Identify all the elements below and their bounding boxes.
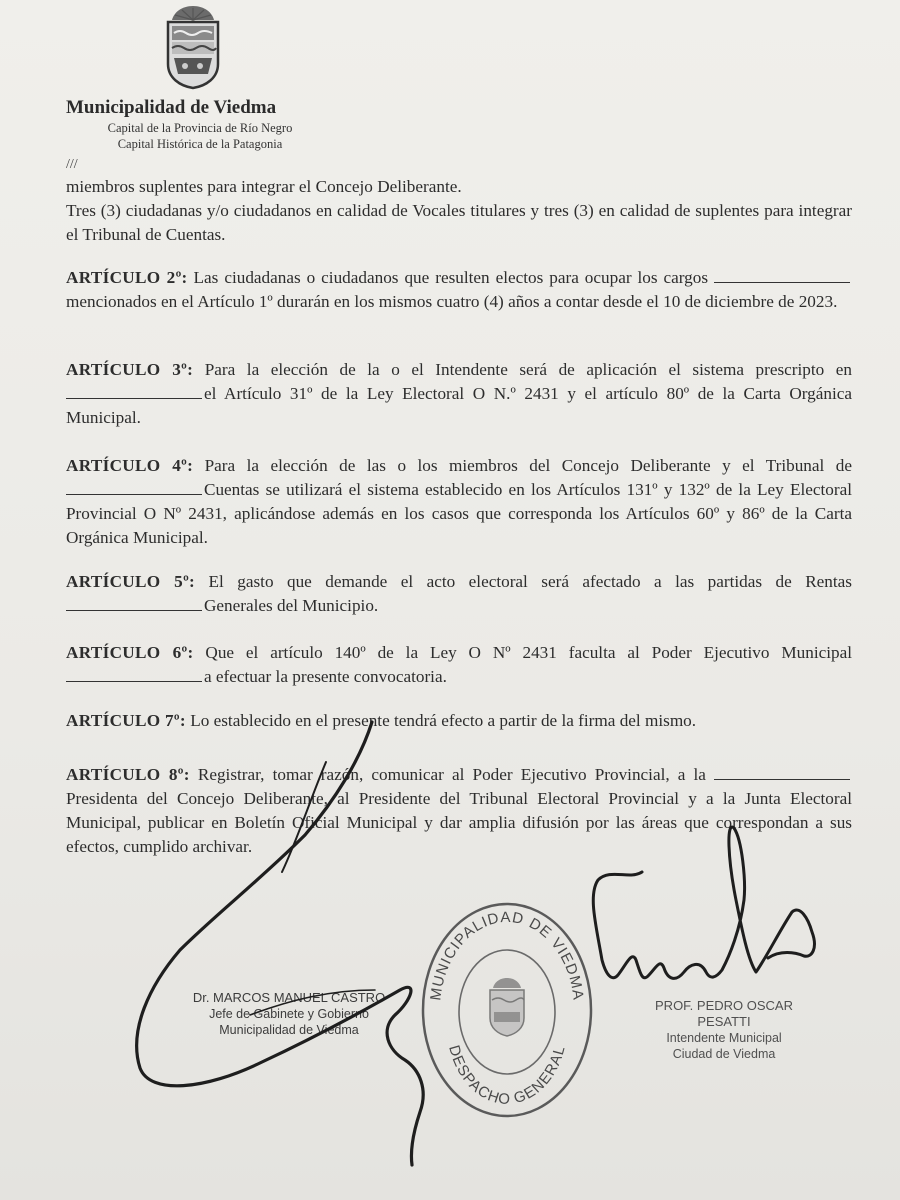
article-3: [66, 358, 852, 430]
continuation-mark: ///: [66, 157, 78, 172]
organization-subtitle-2: Capital Histórica de la Patagonia: [117, 137, 283, 151]
signatory-role: Intendente Municipal: [666, 1031, 782, 1045]
article-text: Para la elección de la o el Intendente será de aplicación el sistema prescripto en: [204, 360, 853, 379]
official-seal-stamp: [418, 900, 596, 1120]
article-7: [66, 709, 852, 733]
blank-line: [66, 667, 202, 682]
signatory-entity: Municipalidad de Viedma: [219, 1023, 359, 1037]
article-label: ARTÍCULO 3º:: [66, 360, 194, 379]
article-8: [66, 763, 852, 859]
article-text-cont: Generales del Municipio.: [204, 596, 379, 615]
intro-paragraph: Tres (3) ciudadanas y/o ciudadanos en calidad de Vocales titulares y tres (3) en calidad de suplentes para integrar el Tribunal de Cuentas.: [66, 201, 852, 244]
article-6: [66, 641, 852, 689]
article-text-cont: el Artículo 31º de la Ley Electoral O N.º 2431 y el artículo 80º de la Carta Orgánica Municipal.: [66, 384, 852, 427]
article-5: [66, 570, 852, 618]
svg-text:DESPACHO GENERAL: DESPACHO GENERAL: [445, 1043, 569, 1109]
signatory-name: PROF. PEDRO OSCAR PESATTI: [655, 998, 793, 1029]
article-text: El gasto que demande el acto electoral será afectado a las partidas de Rentas: [208, 572, 852, 591]
article-text-cont: a efectuar la presente convocatoria.: [204, 667, 447, 686]
blank-line: [66, 596, 202, 611]
intro-line: miembros suplentes para integrar el Concejo Deliberante.: [66, 177, 462, 196]
signatory-name: Dr. MARCOS MANUEL CASTRO: [192, 990, 386, 1005]
blank-line: [66, 480, 202, 495]
article-text-cont: Cuentas se utilizará el sistema establecido en los Artículos 131º y 132º de la Ley Electoral Provincial O Nº 2431, aplicándose además en los casos que corresponda los Artículos 60º y 86º de la Carta Orgánica Municipal.: [66, 480, 852, 547]
article-label: ARTÍCULO 7º:: [66, 711, 186, 730]
signature-block-right: [634, 998, 814, 1062]
article-label: ARTÍCULO 5º:: [66, 572, 196, 591]
article-label: ARTÍCULO 6º:: [66, 643, 194, 662]
article-label: ARTÍCULO 4º:: [66, 456, 194, 475]
article-text: Para la elección de las o los miembros del Concejo Deliberante y el Tribunal de: [204, 456, 852, 475]
article-text-cont: Presidenta del Concejo Deliberante, al Presidente del Tribunal Electoral Provincial y a la Junta Electoral Municipal, publicar en Boletín Oficial Municipal y dar amplia difusión por las áreas que correspondan a sus efectos, cumplido archivar.: [66, 789, 852, 856]
article-text: Las ciudadanas o ciudadanos que resulten electos para ocupar los cargos: [193, 268, 709, 287]
blank-line: [714, 268, 850, 283]
article-2: [66, 266, 852, 314]
municipal-coat-of-arms-logo: [160, 4, 226, 90]
organization-name: Municipalidad de Viedma: [66, 97, 277, 118]
article-text: Que el artículo 140º de la Ley O Nº 2431 faculta al Poder Ejecutivo Municipal: [205, 643, 853, 662]
signatory-entity: Ciudad de Viedma: [672, 1047, 776, 1061]
article-4: [66, 454, 852, 550]
article-text-cont: mencionados en el Artículo 1º durarán en los mismos cuatro (4) años a contar desde el 10 de diciembre de 2023.: [66, 292, 838, 311]
article-text: Lo establecido en el presente tendrá efecto a partir de la firma del mismo.: [190, 711, 697, 730]
blank-line: [714, 765, 850, 780]
article-label: ARTÍCULO 2º:: [66, 268, 188, 287]
article-text: Registrar, tomar razón, comunicar al Poder Ejecutivo Provincial, a la: [197, 765, 706, 784]
svg-text:MUNICIPALIDAD DE VIEDMA: MUNICIPALIDAD DE VIEDMA: [427, 908, 587, 1002]
signature-block-left: [184, 990, 394, 1038]
article-label: ARTÍCULO 8º:: [66, 765, 190, 784]
signatory-role: Jefe de Gabinete y Gobierno: [209, 1007, 369, 1021]
organization-subtitle: Capital de la Provincia de Río Negro: [107, 121, 293, 135]
blank-line: [66, 384, 202, 399]
